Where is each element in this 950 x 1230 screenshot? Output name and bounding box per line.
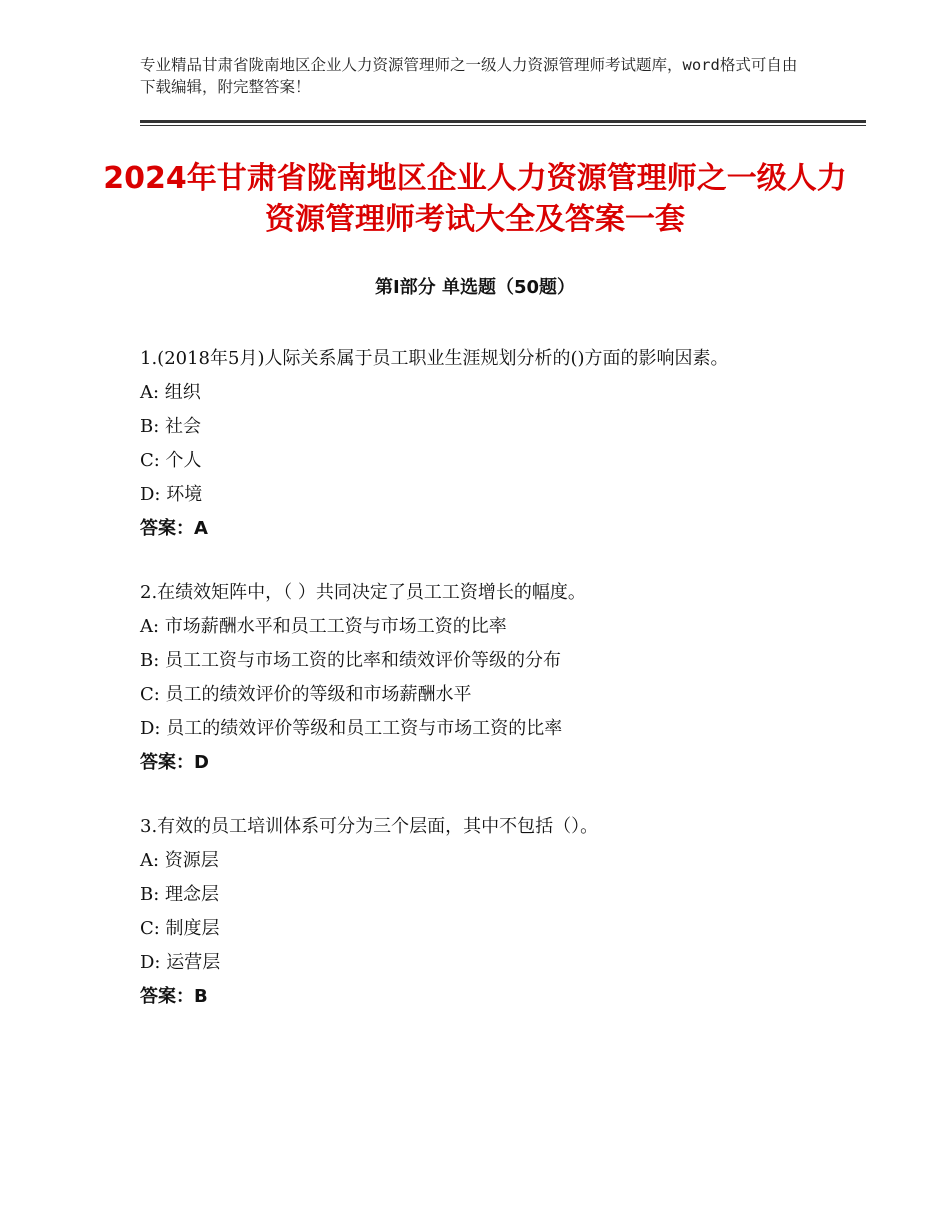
question-item xyxy=(140,810,820,1014)
question-option-c: C: 员工的绩效评价的等级和市场薪酬水平 xyxy=(140,684,472,705)
question-item xyxy=(140,576,820,780)
header-note: 专业精品甘肃省陇南地区企业人力资源管理师之一级人力资源管理师考试题库，word格式可自由下载编辑，附完整答案！ xyxy=(140,56,798,96)
header-divider xyxy=(140,120,866,127)
question-option-d: D: 员工的绩效评价等级和员工工资与市场工资的比率 xyxy=(140,718,563,739)
question-answer: 答案：B xyxy=(140,986,208,1007)
document-title: 2024年甘肃省陇南地区企业人力资源管理师之一级人力资源管理师考试大全及答案一套 xyxy=(103,161,847,237)
question-option-d: D: 环境 xyxy=(140,484,203,505)
section-heading: 第Ⅰ部分 单选题（50题） xyxy=(374,277,575,298)
question-option-a: A: 资源层 xyxy=(140,850,219,871)
question-answer: 答案：A xyxy=(140,518,208,539)
question-list xyxy=(140,342,820,1044)
question-option-d: D: 运营层 xyxy=(140,952,221,973)
question-option-c: C: 个人 xyxy=(140,450,202,471)
question-stem: 2.在绩效矩阵中，（ ）共同决定了员工工资增长的幅度。 xyxy=(140,582,586,603)
question-option-a: A: 组织 xyxy=(140,382,201,403)
question-item xyxy=(140,342,820,546)
question-stem: 1.(2018年5月)人际关系属于员工职业生涯规划分析的()方面的影响因素。 xyxy=(140,348,729,369)
question-stem: 3.有效的员工培训体系可分为三个层面，其中不包括（）。 xyxy=(140,816,599,837)
question-option-b: B: 社会 xyxy=(140,416,202,437)
question-answer: 答案：D xyxy=(140,752,209,773)
question-option-b: B: 理念层 xyxy=(140,884,220,905)
header-divider-thin xyxy=(140,125,866,126)
question-option-c: C: 制度层 xyxy=(140,918,220,939)
question-option-a: A: 市场薪酬水平和员工工资与市场工资的比率 xyxy=(140,616,507,637)
question-option-b: B: 员工工资与市场工资的比率和绩效评价等级的分布 xyxy=(140,650,562,671)
header-divider-thick xyxy=(140,120,866,123)
